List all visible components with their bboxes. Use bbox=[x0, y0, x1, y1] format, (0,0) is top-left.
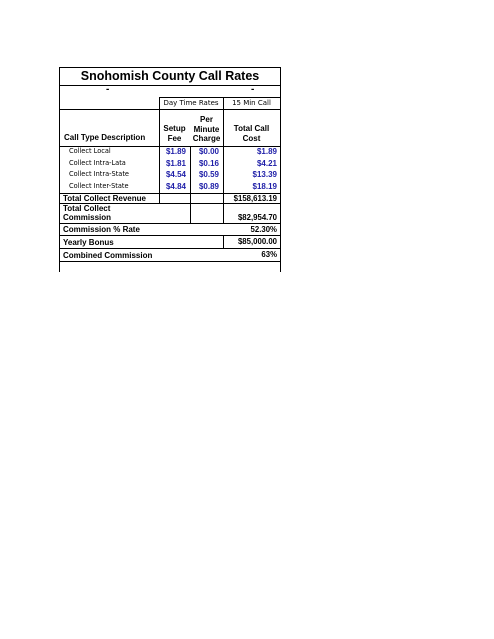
commission-rate-label: Commission % Rate bbox=[63, 225, 140, 234]
title-divider bbox=[60, 85, 280, 86]
per-minute-value: $0.89 bbox=[198, 182, 219, 191]
total-cost-value: $1.89 bbox=[256, 147, 277, 156]
sheet-title: Snohomish County Call Rates bbox=[80, 69, 260, 83]
bonus-divider bbox=[60, 248, 280, 249]
total-cost-value: $13.39 bbox=[252, 170, 277, 179]
row-label: Collect Intra-State bbox=[69, 170, 129, 178]
setup-fee-value: $4.84 bbox=[165, 182, 186, 191]
commission-divider bbox=[60, 223, 280, 224]
row-label: Collect Local bbox=[69, 147, 111, 155]
group-header-top bbox=[159, 97, 280, 98]
combined-commission-label: Combined Commission bbox=[63, 251, 153, 260]
dash-right: - bbox=[251, 84, 255, 95]
combined-divider bbox=[60, 261, 280, 262]
fifteen-min-call-header: 15 Min Call bbox=[232, 99, 271, 107]
row-label: Collect Intra-Lata bbox=[69, 159, 126, 167]
setup-fee-value: $4.54 bbox=[165, 170, 186, 179]
col-divider-bonus bbox=[223, 235, 224, 248]
header-divider bbox=[60, 109, 280, 110]
col-header-total: Total Call Cost bbox=[233, 124, 270, 143]
per-minute-value: $0.16 bbox=[198, 159, 219, 168]
total-revenue-value: $158,613.19 bbox=[233, 194, 277, 203]
col-header-perminute: Per Minute Charge bbox=[192, 115, 221, 143]
col-header-setup: Setup Fee bbox=[163, 124, 186, 143]
total-cost-value: $4.21 bbox=[256, 159, 277, 168]
total-cost-value: $18.19 bbox=[252, 182, 277, 191]
col-header-description: Call Type Description bbox=[64, 133, 146, 142]
setup-fee-value: $1.81 bbox=[165, 159, 186, 168]
setup-fee-value: $1.89 bbox=[165, 147, 186, 156]
yearly-bonus-value: $85,000.00 bbox=[237, 237, 277, 246]
day-time-rates-header: Day Time Rates bbox=[163, 99, 219, 107]
combined-commission-value: 63% bbox=[261, 250, 277, 259]
yearly-bonus-label: Yearly Bonus bbox=[63, 238, 114, 247]
per-minute-value: $0.59 bbox=[198, 170, 219, 179]
per-minute-value: $0.00 bbox=[198, 147, 219, 156]
call-rates-sheet bbox=[59, 67, 281, 272]
total-commission-value: $82,954.70 bbox=[237, 213, 277, 222]
total-commission-label: Total Collect Commission bbox=[63, 204, 112, 222]
row-label: Collect Inter-State bbox=[69, 182, 129, 190]
commission-rate-value: 52.30% bbox=[250, 225, 277, 234]
rate-divider bbox=[60, 235, 280, 236]
total-revenue-label: Total Collect Revenue bbox=[63, 194, 146, 203]
top-border bbox=[60, 67, 280, 68]
dash-left: - bbox=[106, 84, 110, 95]
